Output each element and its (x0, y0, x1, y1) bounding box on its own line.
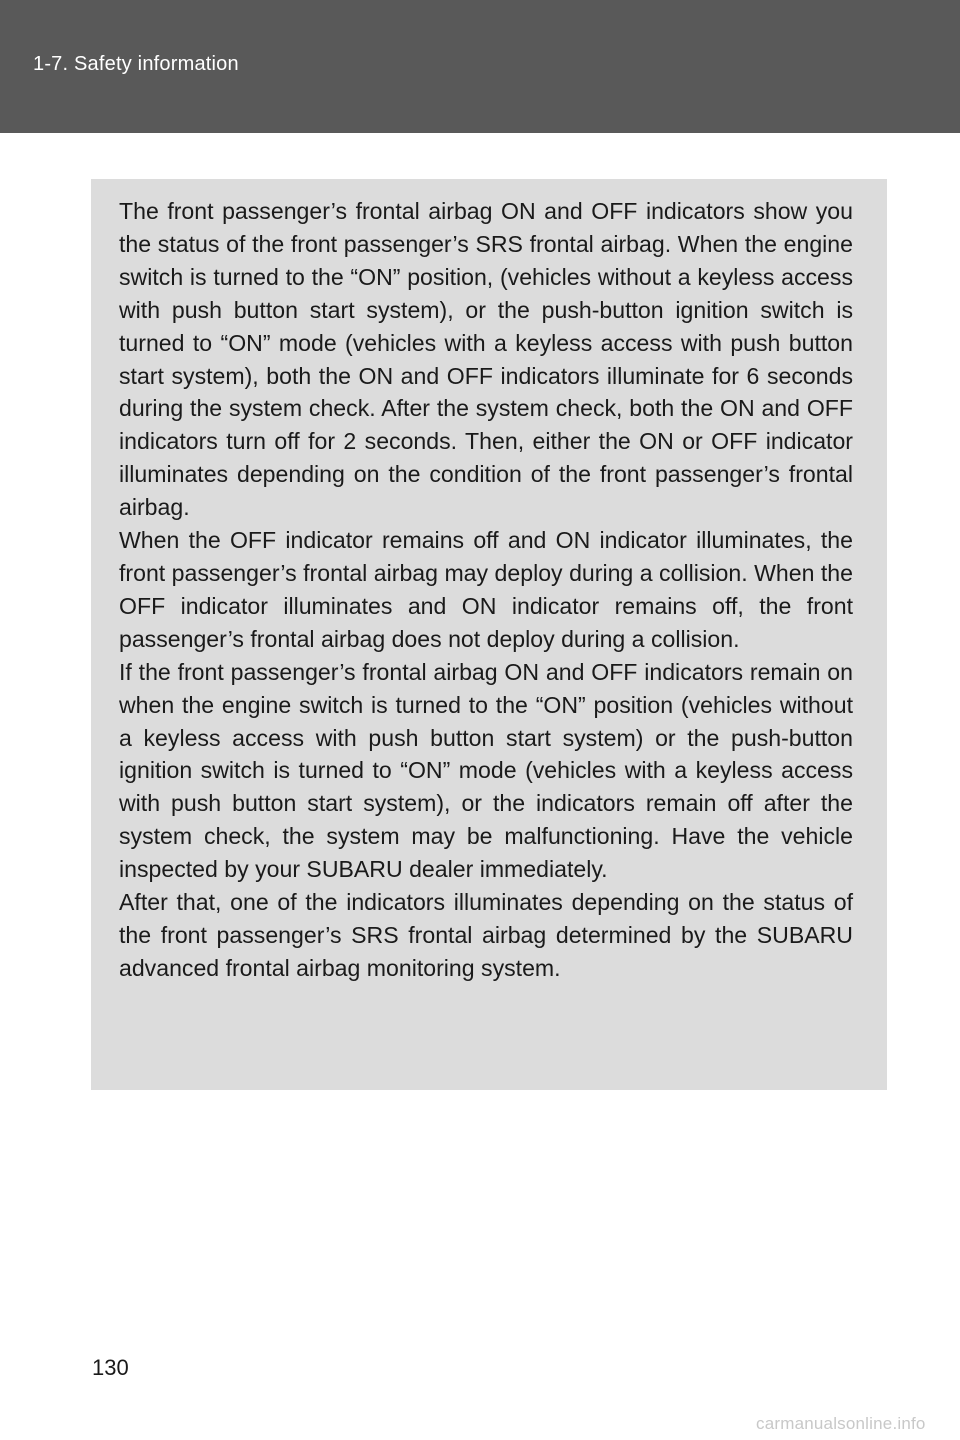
header-bar (0, 0, 960, 133)
info-paragraph: When the OFF indicator remains off and ON indicator illuminates, the front passenger’s frontal airbag may deploy during a collision. When the OFF indicator illuminates and ON indicator remains off, the front passenger’s frontal airbag does not deploy during a collision. (119, 527, 853, 652)
info-box (91, 179, 887, 1090)
section-title: 1-7. Safety information (33, 53, 239, 75)
info-paragraph: After that, one of the indicators illuminates depending on the status of the front passenger’s SRS frontal airbag determined by the SUBARU advanced frontal airbag monitoring system. (119, 889, 853, 981)
info-paragraph: If the front passenger’s frontal airbag ON and OFF indicators remain on when the engine switch is turned to the “ON” position (vehicles without a keyless access with push button start system) or the push-button ignition switch is turned to “ON” mode (vehicles with a keyless access with push button start system), or the indicators remain off after the system check, the system may be malfunctioning. Have the vehicle inspected by your SUBARU dealer immediately. (119, 658, 853, 883)
page-number: 130 (92, 1355, 129, 1380)
info-paragraph: The front passenger’s frontal airbag ON and OFF indicators show you the status of the front passenger’s SRS frontal airbag. When the engine switch is turned to the “ON” position, (vehicles without a keyless access with push button start system), or the push-button ignition switch is turned to “ON” mode (vehicles with a keyless access with push button start system), both the ON and OFF indicators illuminate for 6 seconds during the system check. After the system check, both the ON and OFF indicators turn off for 2 seconds. Then, either the ON or OFF indicator illuminates depending on the condition of the front passenger’s frontal airbag. (119, 198, 853, 521)
watermark: carmanualsonline.info (756, 1414, 926, 1433)
